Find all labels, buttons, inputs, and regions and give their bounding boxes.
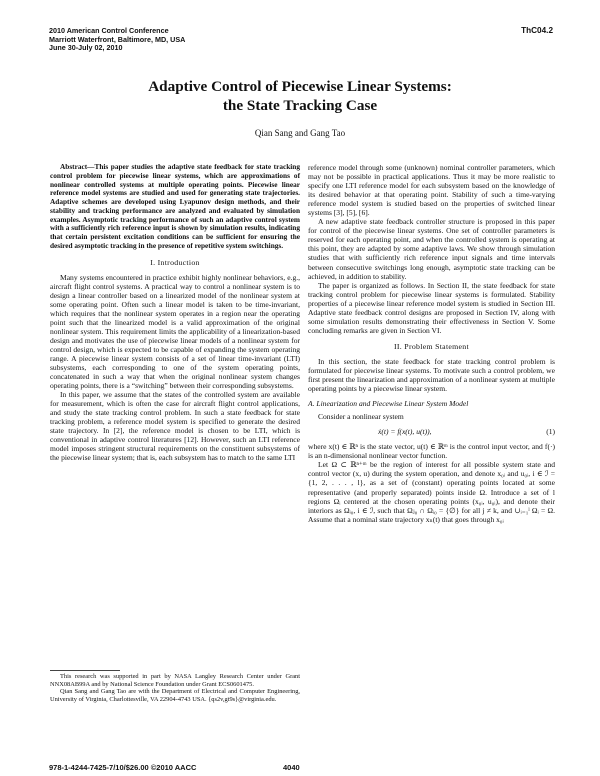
right-paragraph-1: reference model through some (unknown) nominal controller parameters, which may not be possible in practical applications. Thus it may be more realistic to specify one LTI reference model for each subsystem based on the knowledge of its desired behavior at that operating point. Stability of such a time-varying reference model system is studied based on the properties of switched linear systems [3], [5], [6].	[308, 163, 555, 218]
equation-1	[308, 421, 555, 442]
abstract: Abstract—This paper studies the adaptive state feedback for state tracking control problem for piecewise linear systems, which are approximations of nonlinear controlled systems at multiple operating points. Piecewise linear reference model systems are studied and used for generating state trajectories. Adaptive schemes are developed using Lyapunov design methods, and their stability and tracking performance are analyzed and evaluated by simulation examples. Asymptotic tracking performance of such an adaptive control system with a sufficiently rich reference input is shown by simulation results, indicating that certain persistent excitation conditions can be sufficient for ensuring the desired asymptotic tracking in the presence of repetitive system switchings.	[50, 162, 300, 250]
problem-paragraph-2: Consider a nonlinear system	[318, 412, 404, 422]
footnote-rule	[50, 670, 120, 671]
left-column	[50, 163, 300, 463]
intro-paragraph-2: In this paper, we assume that the states of the controlled system are available for measurement, which is often the case for aircraft flight control applications, and study the state tracking control problem. In such a state feedback for state tracking problem, a reference model system is specified to generate the desired state trajectory. In [2], the reference model is chosen to be LTI, which is conventional in adaptive control literatures [12]. However, such an LTI reference model imposes stringent structural requirements on the constituent subsystems of the piecewise linear system; that is, each subsystem has to match to the same LTI	[50, 390, 300, 463]
authors: Qian Sang and Gang Tao	[254, 128, 346, 138]
section-heading-introduction: I. Introduction	[150, 257, 200, 267]
intro-paragraph-1: Many systems encountered in practice exhibit highly nonlinear behaviors, e.g., aircraft flight control systems. A practical way to control a nonlinear system is to design a linear controller based on a linearized model of the nonlinear system at some operating point. Often such a linear model is taken to be time-invariant, which requires that the nonlinear system operates in a region near the operating point such that the linearized model is a valid approximation of the original nonlinear system. This requirement limits the applicability of a linearization-based design and motivates the use of piecewise linear models of a nonlinear system for control design, which is expected to be capable of expanding the system operating range. A piecewise linear system consists of a set of linear time-invariant (LTI) subsystems, each corresponding to one of the system operating points, concatenated in such a way that when the original nonlinear system changes operating points, there is a “switching” between their corresponding subsystems.	[50, 272, 300, 391]
problem-paragraph-3: where x(t) ∈ ℝⁿ is the state vector, u(t) ∈ ℝᵐ is the control input vector, and f(·) is an n-dimensional nonlinear vector function.	[308, 442, 555, 461]
footnotes	[50, 673, 300, 703]
title-line-2: the State Tracking Case	[222, 96, 378, 114]
paper-title	[0, 78, 600, 115]
problem-paragraph-1: In this section, the state feedback for state tracking control problem is formulated for piecewise linear systems. To motivate such a control problem, we first present the linearization and approximation of a nonlinear system at multiple operating points by a piecewise linear system.	[308, 356, 555, 394]
conference-info	[49, 27, 185, 53]
section-heading-problem-statement: II. Problem Statement	[394, 341, 469, 351]
session-code: ThC04.2	[521, 26, 553, 35]
footnote-funding: This research was supported in part by NASA Langley Research Center under Grant NNX08AB99A and by National Science Foundation under Grant ECS0601475.	[50, 673, 300, 688]
equation-number: (1)	[546, 427, 555, 437]
isbn-copyright: 978-1-4244-7425-7/10/$26.00 ©2010 AACC	[49, 763, 197, 772]
subsection-heading: A. Linearization and Piecewise Linear System Model	[308, 399, 469, 409]
footnote-affiliation: Qian Sang and Gang Tao are with the Department of Electrical and Computer Engineering, University of Virginia, Charlottesville, VA 22904-4743 USA. {qs2v,gt9s}@virginia.edu.	[50, 688, 300, 703]
conference-dates: June 30-July 02, 2010	[49, 43, 123, 53]
problem-paragraph-4: Let Ω ⊂ ℝⁿ⁺ᵐ be the region of interest for all possible system state and control vector (x, u) during the system operation, and denote x₀ᵢ and u₀ᵢ, i ∈ ℐ = {1, 2, . . . , l}, as a set of (constant) operating points located at some representative (and properly separated) points inside Ω. Introduce a set of l regions Ωᵢ centered at the chosen operating points (x₀ᵢ, u₀ᵢ), and denote their interiors as Ωᵢ₀, i ∈ ℐ, such that Ωⱼ₀ ∩ Ωᵢ₀ = {∅} for all j ≠ k, and ∪ᵢ₌₁ˡ Ωᵢ = Ω. Assume that a nominal state trajectory xₙ(t) that goes through x₀ᵢ	[308, 460, 555, 524]
right-paragraph-2: A new adaptive state feedback controller structure is proposed in this paper for control of the piecewise linear systems. One set of controller parameters is reserved for each operating point, and when the controlled system is operating at this point, they are adapted by some adaptive laws. We show through simulation studies that with sufficiently rich reference input signals and time intervals between consecutive switchings long enough, asymptotic state tracking can be achieved, in addition to stability.	[308, 217, 555, 281]
conference-venue: Marriott Waterfront, Baltimore, MD, USA	[49, 34, 186, 44]
page-number: 4040	[283, 763, 300, 772]
title-line-1: Adaptive Control of Piecewise Linear Systems:	[148, 78, 452, 95]
right-column	[308, 163, 555, 524]
right-paragraph-3: The paper is organized as follows. In Section II, the state feedback for state tracking control problem for piecewise linear systems is formulated. Stability properties of a piecewise linear reference model system is studied in Section III. Adaptive state feedback control designs are proposed in Section IV, along with some simulation results demonstrating their effectiveness in Section V. Some concluding remarks are given in Section VI.	[308, 280, 555, 335]
equation-body: ẋ(t) = f(x(t), u(t)),	[378, 427, 432, 437]
conference-name: 2010 American Control Conference	[49, 26, 169, 35]
